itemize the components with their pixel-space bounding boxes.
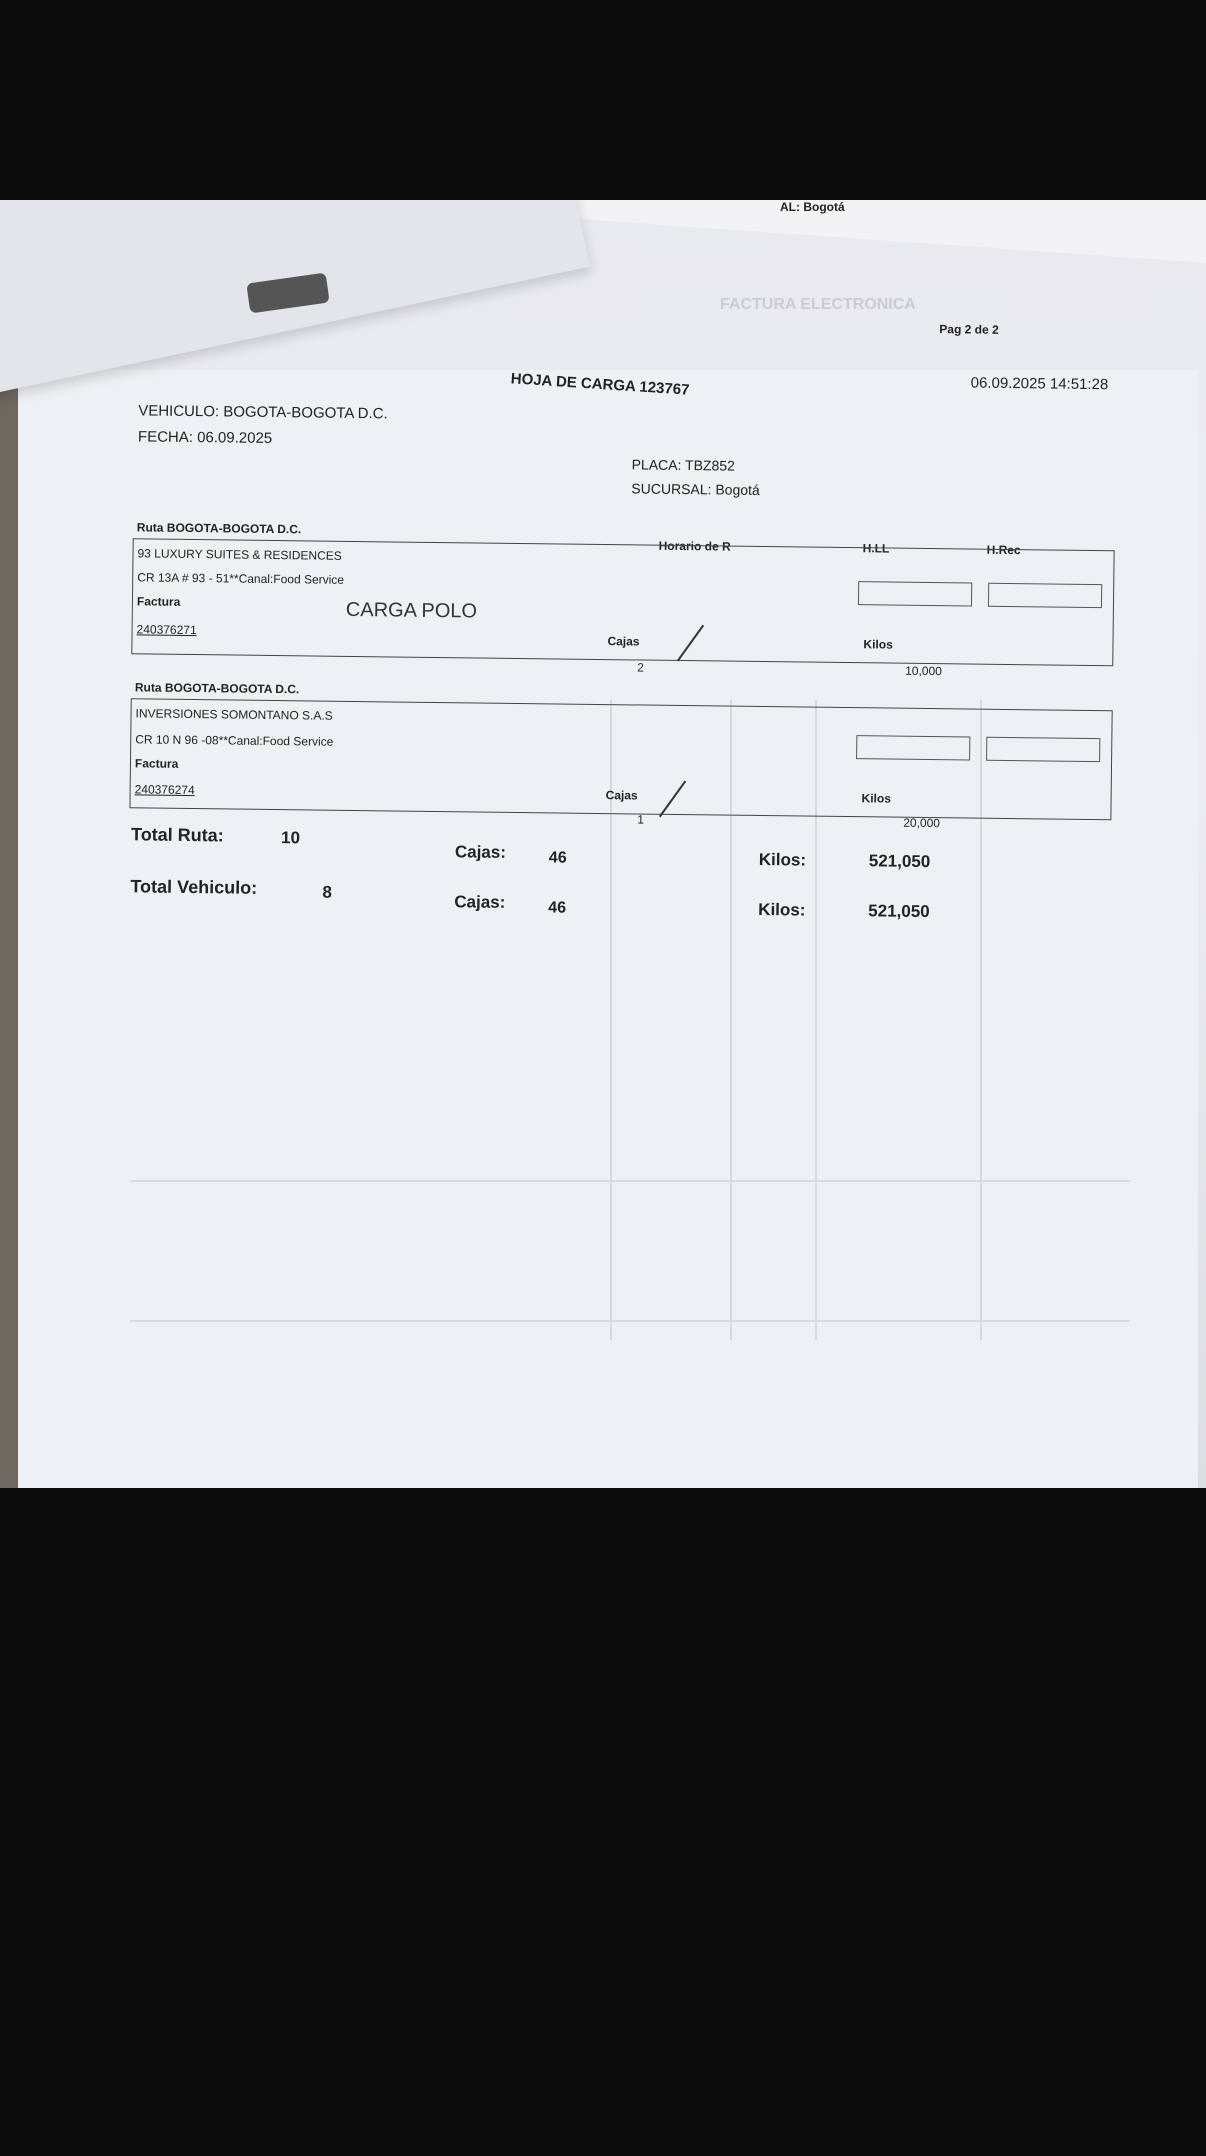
sheet-title: HOJA DE CARGA 123767 xyxy=(510,370,690,399)
hll-box xyxy=(858,581,972,606)
total-vehiculo-value: 8 xyxy=(322,882,332,902)
fecha: FECHA: 06.09.2025 xyxy=(137,428,273,447)
total-vehiculo-label: Total Vehiculo: xyxy=(130,876,258,898)
total-vehiculo-kilos-label: Kilos: xyxy=(758,899,806,920)
total-ruta-cajas-label: Cajas: xyxy=(454,842,507,862)
column-hll: H.LL xyxy=(862,541,890,556)
handwritten-note: CARGA POLO xyxy=(345,598,478,623)
entry-cliente: INVERSIONES SOMONTANO S.A.S xyxy=(135,706,333,723)
total-ruta-label: Total Ruta: xyxy=(130,824,224,846)
entry-factura-label: Factura xyxy=(136,594,181,609)
ghost-text: FACTURA ELECTRONICA xyxy=(720,296,916,313)
entry-cajas-label: Cajas xyxy=(607,634,640,649)
document-photo xyxy=(0,200,1206,1488)
entry-kilos-label: Kilos xyxy=(863,637,893,652)
total-ruta-kilos: 521,050 xyxy=(868,851,931,872)
total-ruta-cajas: 46 xyxy=(548,849,567,867)
entry-cliente: 93 LUXURY SUITES & RESIDENCES xyxy=(137,546,342,563)
sucursal: SUCURSAL: Bogotá xyxy=(631,480,760,498)
page-number: Pag 2 de 2 xyxy=(939,322,999,337)
total-vehiculo-cajas: 46 xyxy=(548,899,567,917)
entry-ruta: Ruta BOGOTA-BOGOTA D.C. xyxy=(136,520,302,537)
entry-cajas: 2 xyxy=(637,660,644,675)
entry-cajas: 1 xyxy=(637,812,645,827)
entry-factura: 240376274 xyxy=(134,782,195,798)
hrec-box xyxy=(988,583,1102,608)
column-hrec: H.Rec xyxy=(986,542,1021,558)
entry-kilos: 20,000 xyxy=(903,815,941,831)
entry-direccion: CR 13A # 93 - 51**Canal:Food Service xyxy=(137,570,345,587)
entry-ruta: Ruta BOGOTA-BOGOTA D.C. xyxy=(134,680,300,697)
entry-factura: 240376271 xyxy=(136,622,197,638)
entry-kilos-label: Kilos xyxy=(861,791,892,806)
entry-kilos: 10,000 xyxy=(905,663,942,679)
column-horario: Horario de R xyxy=(658,538,731,554)
hrec-box xyxy=(986,737,1100,762)
entry-cajas-label: Cajas xyxy=(605,788,638,803)
vehiculo: VEHICULO: BOGOTA-BOGOTA D.C. xyxy=(138,402,388,423)
total-ruta-value: 10 xyxy=(280,828,301,848)
hll-box xyxy=(856,735,970,760)
total-vehiculo-cajas-label: Cajas: xyxy=(454,892,506,912)
placa: PLACA: TBZ852 xyxy=(631,456,735,474)
total-vehiculo-kilos: 521,050 xyxy=(868,901,930,922)
back-sheet-sucursal: AL: Bogotá xyxy=(780,200,845,214)
entry-factura-label: Factura xyxy=(134,756,179,771)
print-datetime: 06.09.2025 14:51:28 xyxy=(970,374,1109,394)
total-ruta-kilos-label: Kilos: xyxy=(758,849,807,870)
entry-direccion: CR 10 N 96 -08**Canal:Food Service xyxy=(135,732,334,749)
load-sheet xyxy=(0,200,1206,1488)
